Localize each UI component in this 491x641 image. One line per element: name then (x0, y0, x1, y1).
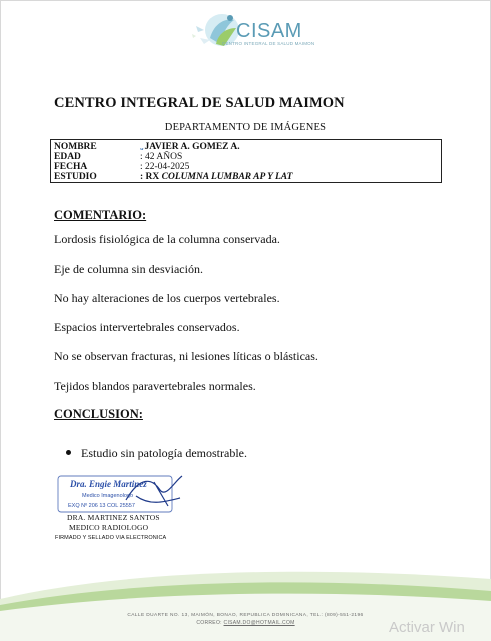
conclusion-heading: CONCLUSION: (54, 407, 143, 421)
conclusion-item (68, 446, 247, 461)
study-type-prefix: : RX (140, 172, 160, 182)
footer-address: CALLE DUARTE NO. 13, MAIMÓN, BONAO, REPUBLICA DOMINICANA, TEL.: (809)-551-2196 (127, 613, 364, 618)
finding-item: No hay alteraciones de los cuerpos vertebrales. (54, 291, 280, 305)
signature-note: FIRMADO Y SELLADO VIA ELECTRONICA (55, 535, 167, 541)
logo-text: CISAM (236, 20, 302, 42)
patient-name-text: JAVIER A. GOMEZ A. (144, 142, 240, 152)
study-type-value: COLUMNA LUMBAR AP Y LAT (161, 172, 293, 182)
patient-age-label: EDAD (54, 152, 81, 162)
page-title: CENTRO INTEGRAL DE SALUD MAIMON (54, 95, 345, 111)
study-type-label: ESTUDIO (54, 172, 97, 182)
signature-mark-icon: ᴗ (140, 144, 144, 152)
finding-item: Eje de columna sin desviación. (54, 262, 203, 276)
doctor-title: MEDICO RADIOLOGO (69, 523, 149, 532)
patient-age-row (54, 152, 182, 162)
stamp-line-2: Medico Imagenologo (82, 493, 134, 499)
activation-watermark: Activar Win (389, 619, 465, 636)
logo-subtitle: CENTRO INTEGRAL DE SALUD MAIMON (222, 41, 315, 46)
conclusion-text: Estudio sin patología demostrable. (81, 446, 247, 460)
comentario-heading: COMENTARIO: (54, 208, 147, 222)
stamp-line-1: Dra. Engie Martinez (70, 479, 147, 489)
department-title: DEPARTAMENTO DE IMÁGENES (164, 122, 327, 133)
study-type-row (54, 172, 292, 182)
study-date-value: : 22-04-2025 (140, 162, 190, 172)
doctor-stamp-signature (56, 472, 188, 516)
patient-name-label: NOMBRE (54, 142, 97, 152)
patient-age-value: : 42 AÑOS (140, 152, 183, 162)
footer-email[interactable]: CISAM.DO@HOTMAIL.COM (223, 620, 295, 626)
finding-item: No se observan fracturas, ni lesiones líticas o blásticas. (54, 349, 318, 363)
finding-item: Tejidos blandos paravertebrales normales. (54, 379, 256, 393)
study-date-label: FECHA (54, 162, 88, 172)
doctor-name: DRA. MARTINEZ SANTOS (67, 513, 160, 522)
stamp-line-3: EXQ Nº 206 13 COL 25557 (68, 503, 135, 509)
bullet-icon (66, 450, 71, 455)
finding-item: Lordosis fisiológica de la columna conservada. (54, 232, 280, 246)
patient-info-box (50, 139, 442, 183)
finding-item: Espacios intervertebrales conservados. (54, 320, 240, 334)
study-date-row (54, 162, 189, 172)
footer-email-label: CORREO: (196, 620, 222, 626)
